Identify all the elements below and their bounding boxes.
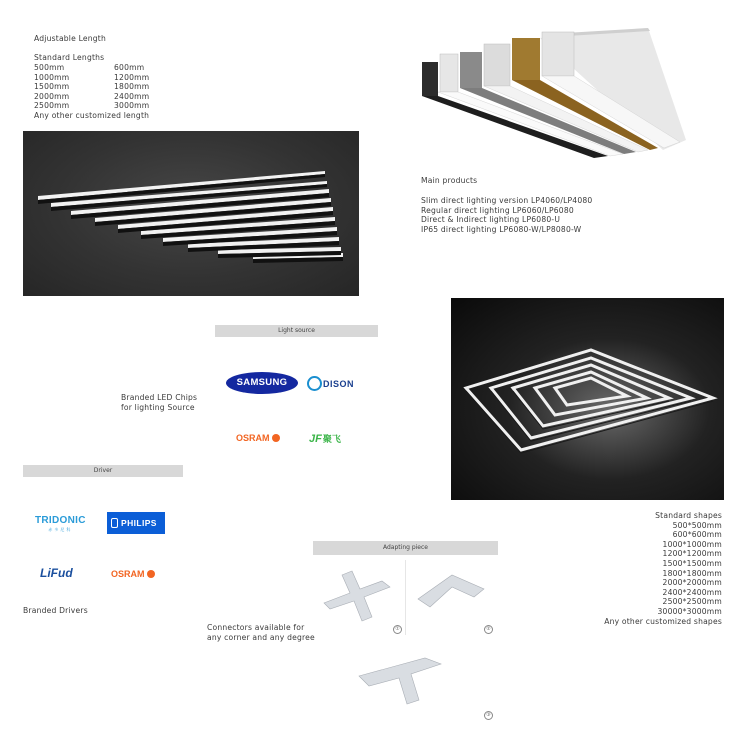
jf-logo-cn: 聚飞 [322, 434, 341, 444]
jf-logo-text: JF [309, 432, 322, 445]
adjustable-length-title: Adjustable Length [34, 34, 106, 43]
driver-header: Driver [23, 465, 183, 477]
main-product-item: Regular direct lighting LP6060/LP6080 [421, 205, 574, 215]
tridonic-logo [35, 515, 86, 533]
profiles-render [418, 22, 688, 162]
osram-logo-text: OSRAM [111, 569, 145, 579]
connectors-caption: any corner and any degree [207, 632, 315, 642]
tridonic-logo-text: TRIDONIC [35, 515, 86, 526]
length-cell: 1000mm [34, 72, 70, 82]
shape-item: 1500*1500mm [662, 558, 722, 568]
philips-logo [107, 512, 165, 534]
length-cell: 2400mm [114, 91, 150, 101]
samsung-logo-text: SAMSUNG [236, 377, 288, 388]
shape-item: 2500*2500mm [662, 597, 722, 607]
square-frame-photo [451, 298, 724, 500]
length-row [34, 92, 149, 102]
length-row [34, 82, 149, 92]
samsung-logo [226, 372, 298, 394]
jf-logo [309, 432, 341, 445]
osram-bulb-icon [147, 570, 155, 578]
branded-drivers-caption: Branded Drivers [23, 606, 88, 615]
length-cell: 600mm [114, 63, 145, 72]
standard-shapes-title: Standard shapes [655, 511, 722, 520]
length-row [34, 73, 149, 83]
osram-logo-text: OSRAM [236, 433, 270, 443]
piece-number: ② [484, 625, 493, 634]
osram-logo-led [236, 433, 280, 443]
standard-lengths-title: Standard Lengths [34, 53, 105, 62]
osram-logo-driver [111, 569, 155, 579]
shape-item: 30000*3000mm [657, 606, 722, 616]
edison-logo [307, 376, 354, 391]
connectors-caption: Connectors available for [207, 623, 305, 632]
length-cell: 3000mm [114, 101, 150, 111]
main-product-item: Direct & Indirect lighting LP6080-U [421, 215, 561, 225]
piece-number: ③ [484, 711, 493, 720]
linear-lights-photo [23, 131, 359, 296]
length-cell: 1500mm [34, 82, 70, 92]
edison-mark-icon [307, 376, 322, 391]
length-cell: 2000mm [34, 91, 70, 101]
length-custom: Any other customized length [34, 110, 150, 120]
led-chips-caption: Branded LED Chips [121, 393, 198, 402]
divider [405, 560, 406, 635]
shape-item: 1800*1800mm [662, 568, 722, 578]
philips-shield-icon [111, 518, 118, 528]
cross-connector [320, 567, 395, 627]
length-row [34, 101, 149, 111]
lifud-logo: LiFud [40, 566, 73, 580]
corner-connector [412, 567, 487, 622]
length-cell: 500mm [34, 63, 65, 72]
length-cell: 1200mm [114, 72, 150, 82]
standard-lengths-table [34, 63, 149, 121]
piece-number: ① [393, 625, 402, 634]
shape-item: 2400*2400mm [662, 587, 722, 597]
tridonic-logo-sub: 赤多尼科 [48, 527, 73, 532]
edison-logo-text: DISON [323, 378, 355, 389]
length-cell: 2500mm [34, 101, 70, 111]
main-product-item: Slim direct lighting version LP4060/LP4080 [421, 196, 593, 205]
philips-logo-text: PHILIPS [121, 518, 157, 528]
shape-item: 500*500mm [672, 520, 722, 530]
main-products-title: Main products [421, 176, 478, 185]
led-chips-caption: for lighting Source [121, 402, 195, 412]
shape-custom: Any other customized shapes [604, 616, 722, 626]
adapting-piece-header: Adapting piece [313, 541, 498, 555]
length-cell: 1800mm [114, 82, 150, 92]
shape-item: 2000*2000mm [662, 578, 722, 588]
square-frame-illustration [451, 298, 724, 500]
osram-bulb-icon [272, 434, 280, 442]
standard-shapes-list [604, 511, 722, 626]
light-source-header: Light source [215, 325, 378, 337]
main-product-item: IP65 direct lighting LP6080-W/LP8080-W [421, 224, 582, 234]
linear-lights-illustration [23, 131, 359, 296]
shape-item: 1200*1200mm [662, 549, 722, 559]
shape-item: 1000*1000mm [662, 539, 722, 549]
shape-item: 600*600mm [672, 530, 722, 540]
t-connector [355, 652, 445, 710]
length-row [34, 63, 149, 73]
